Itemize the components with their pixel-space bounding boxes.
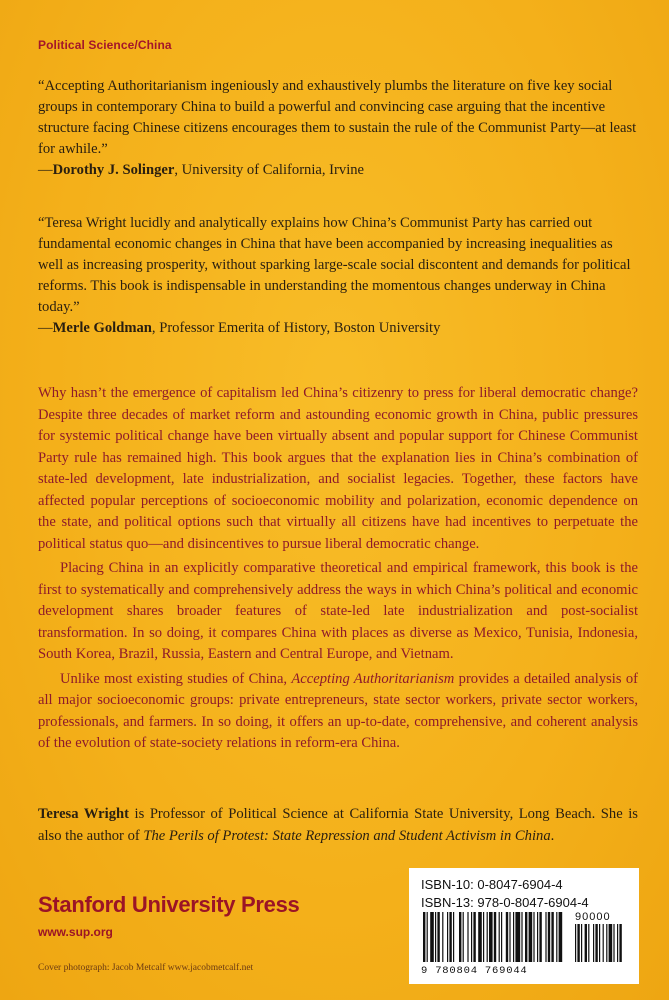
barcode-bar: [548, 912, 550, 962]
barcode-bar: [449, 912, 451, 962]
barcode-bar: [435, 912, 436, 962]
barcode-bar: [430, 912, 434, 962]
blurb-attribution: —Merle Goldman, Professor Emerita of History, Boston University: [38, 320, 441, 336]
barcode-addon-bar: [593, 924, 594, 962]
publisher-logo-text: Stanford University Press: [38, 892, 300, 917]
blurb-affiliation: , Professor Emerita of History, Boston University: [151, 320, 441, 336]
barcode-bar: [447, 912, 448, 962]
other-book-title: The Perils of Protest: State Repression and Student Activism in China: [143, 827, 551, 844]
barcode-addon-bar: [595, 924, 597, 962]
barcode-bar: [478, 912, 482, 962]
barcode-bar: [442, 912, 443, 962]
barcode-addon-bar: [609, 924, 613, 962]
barcode-bar: [515, 912, 520, 962]
barcode-bar: [459, 912, 461, 962]
book-title: Accepting Authoritarianism: [291, 670, 455, 687]
barcode-bar: [529, 912, 533, 962]
barcode-bar: [537, 912, 538, 962]
barcode-addon-bar: [606, 924, 607, 962]
barcode-bar: [521, 912, 522, 962]
barcode-bar: [509, 912, 510, 962]
barcode-bar: [559, 912, 563, 962]
isbn-10: ISBN-10: 0-8047-6904-4: [421, 877, 563, 892]
barcode-bar: [483, 912, 484, 962]
description-paragraph: Why hasn’t the emergence of capitalism led China’s citizenry to press for liberal democratic change? Despite three decades of market reform and astounding economic growth in China, public pressures for systemic political change have been virtually absent and popular support for Chinese Communist Party rule has remained high. This book argues that the explanation lies in China’s combination of state-led development, late industrialization, and socialist legacies. Together, these factors have affected popular perceptions of socioeconomic mobility and polarization, economic dependence on the state, and political options such that virtually all citizens have had incentives to perpetuate the political status quo—and disincentives to pursue liberal democratic change.: [38, 385, 638, 552]
barcode-bar: [487, 912, 488, 962]
barcode-bar: [525, 912, 527, 962]
category-label: Political Science/China: [38, 38, 172, 52]
blurb-text: “Accepting Authoritarianism ingeniously and exhaustively plumbs the literature on five key social groups in contemporary China to build a powerful and convincing case arguing that the incentive structure facing Chinese citizens encourages them to sustain the rule of the Communist Party—at least for awhile.”: [38, 78, 637, 157]
barcode-addon-bar: [599, 924, 600, 962]
barcode-bar: [499, 912, 500, 962]
isbn-13: ISBN-13: 978-0-8047-6904-4: [421, 895, 589, 910]
barcode-digits: 9 780804 769044: [421, 965, 528, 977]
price-code: 90000: [575, 911, 611, 923]
barcode-bar: [437, 912, 439, 962]
barcode-bar: [513, 912, 514, 962]
barcode-bar: [471, 912, 472, 962]
author-bio: Teresa Wright is Professor of Political Science at California State University, Long Beach. She is also the author of The Perils of Protest: State Repression and Student Activism in China.: [38, 806, 638, 844]
barcode-addon-bar: [617, 924, 618, 962]
barcode-bar: [467, 912, 468, 962]
barcode-bar: [551, 912, 553, 962]
barcode-bar: [427, 912, 428, 962]
barcode-addon-bar: [588, 924, 589, 962]
publisher-website: www.sup.org: [38, 925, 113, 939]
blurb-attribution: —Dorothy J. Solinger, University of California, Irvine: [38, 162, 365, 178]
barcode-bar: [539, 912, 541, 962]
barcode-bar: [501, 912, 502, 962]
barcode-addon-bar: [577, 924, 579, 962]
blurb-affiliation: , University of California, Irvine: [174, 162, 365, 178]
barcode-addon-bar: [603, 924, 604, 962]
barcode-addon-bar: [619, 924, 621, 962]
barcode-bar: [463, 912, 464, 962]
isbn-barcode-box: [409, 868, 639, 984]
barcode-bar: [494, 912, 496, 962]
barcode-bar: [506, 912, 508, 962]
description-paragraph: Placing China in an explicitly comparative theoretical and empirical framework, this book is the first to systematically and comprehensively address the ways in which China’s political and economic development shares broader features of state-led late industrialization and post-socialist transformation. In so doing, it compares China with places as diverse as Mexico, Tunisia, Indonesia, South Korea, Brazil, Russia, Eastern and Central Europe, and Vietnam.: [38, 560, 638, 662]
barcode-bar: [533, 912, 534, 962]
blurb-quote: [38, 213, 638, 339]
barcode-bar: [423, 912, 425, 962]
barcode-addon-bar: [575, 924, 576, 962]
barcode-bar: [489, 912, 493, 962]
barcode-addon-bar: [585, 924, 587, 962]
blurb-author: Dorothy J. Solinger: [52, 162, 175, 178]
blurb-text: “Teresa Wright lucidly and analytically explains how China’s Communist Party has carried out fundamental economic changes in China that have been accompanied by increasing inequalities as well as increasing prosperity, without sparking large-scale social discontent and demands for political reforms. This book is indispensable in understanding the momentous changes underway in China today.”: [38, 215, 631, 315]
book-description: [38, 383, 638, 755]
barcode-addon-bar: [613, 924, 614, 962]
blurb-author: Merle Goldman: [52, 320, 152, 336]
barcode-bar: [453, 912, 454, 962]
barcode-bar: [473, 912, 475, 962]
description-paragraph: Unlike most existing studies of China, Accepting Authoritarianism provides a detailed analysis of all major socioeconomic groups: private entrepreneurs, state sector workers, private sector workers, professionals, and farmers. In so doing, it offers an up-to-date, comprehensive, and coherent analysis of the evolution of state-society relations in reform-era China.: [38, 670, 638, 751]
blurb-quote: [38, 76, 638, 181]
cover-photo-credit: Cover photograph: Jacob Metcalf www.jacobmetcalf.net: [38, 963, 254, 973]
barcode-bar: [545, 912, 546, 962]
barcode-addon-bar: [581, 924, 582, 962]
author-name: Teresa Wright: [38, 806, 129, 822]
barcode-bar: [556, 912, 557, 962]
